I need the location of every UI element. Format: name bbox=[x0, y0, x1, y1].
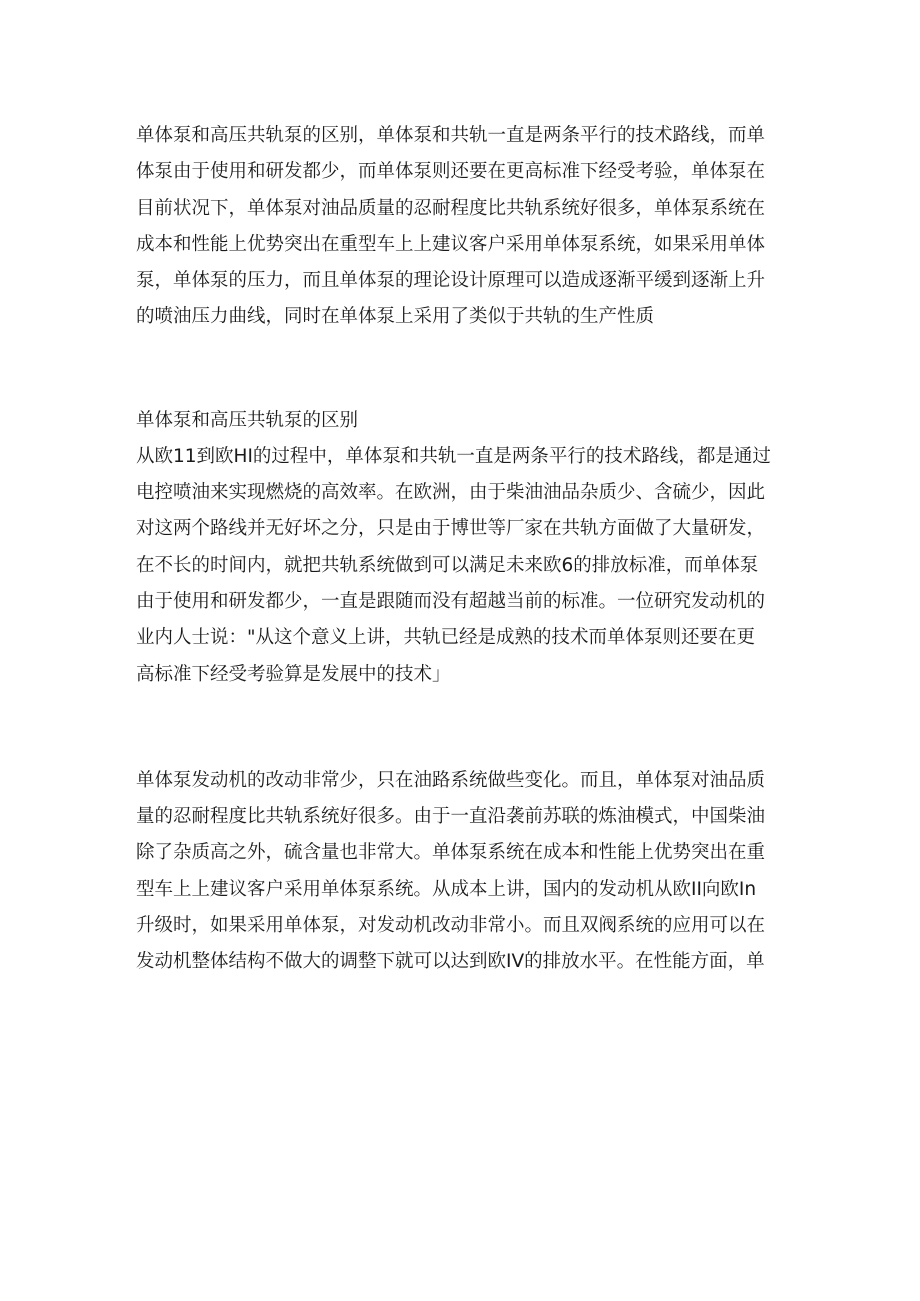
text-line: 对这两个路线并无好坏之分，只是由于博世等厂家在共轨方面做了大量研发， bbox=[136, 518, 766, 540]
text-line: 从欧11到欧HI的过程中，单体泵和共轨一直是两条平行的技术路线，都是通过 bbox=[136, 445, 771, 467]
document-page bbox=[136, 118, 776, 981]
text-line: 单体泵和高压共轨泵的区别，单体泵和共轨一直是两条平行的技术路线，而单 bbox=[136, 125, 766, 146]
paragraph-1 bbox=[136, 118, 776, 336]
text-line: 高标准下经受考验算是发展中的技术」 bbox=[136, 663, 451, 685]
text-line: 型车上上建议客户采用单体泵系统。从成本上讲，国内的发动机从欧II向欧In bbox=[136, 878, 757, 900]
text-line: 体泵由于使用和研发都少，而单体泵则还要在更高标准下经受考验，单体泵在 bbox=[136, 161, 766, 183]
text-line: 升级时，如果采用单体泵，对发动机改动非常小。而且双阀系统的应用可以在 bbox=[136, 915, 766, 937]
text-line: 除了杂质高之外，硫含量也非常大。单体泵系统在成本和性能上优势突出在重 bbox=[136, 842, 766, 864]
text-line: 电控喷油来实现燃烧的高效率。在欧洲，由于柴油油品杂质少、含硫少，因此 bbox=[136, 482, 766, 504]
text-line: 在不长的时间内，就把共轨系统做到可以满足未来欧6的排放标准，而单体泵 bbox=[136, 554, 759, 576]
text-line: 由于使用和研发都少，一直是跟随而没有超越当前的标准。一位研究发动机的 bbox=[136, 590, 766, 612]
text-line: 单体泵发动机的改动非常少，只在油路系统做些变化。而且，单体泵对油品质 bbox=[136, 769, 766, 791]
text-line: 成本和性能上优势突出在重型车上上建议客户采用单体泵系统，如果采用单体 bbox=[136, 233, 766, 255]
text-line: 量的忍耐程度比共轨系统好很多。由于一直沿袭前苏联的炼油模式，中国柴油 bbox=[136, 806, 766, 828]
text-line: 目前状况下，单体泵对油品质量的忍耐程度比共轨系统好很多，单体泵系统在 bbox=[136, 197, 766, 219]
section-heading: 单体泵和高压共轨泵的区别 bbox=[136, 409, 359, 431]
text-line: 业内人士说："从这个意义上讲，共轨已经是成熟的技术而单体泵则还要在更 bbox=[136, 627, 756, 649]
text-line: 的喷油压力曲线，同时在单体泵上采用了类似于共轨的生产性质 bbox=[136, 306, 655, 328]
text-line: 泵，单体泵的压力，而且单体泵的理论设计原理可以造成逐渐平缓到逐渐上升 bbox=[136, 270, 766, 292]
text-line: 发动机整体结构不做大的调整下就可以达到欧IV的排放水平。在性能方面，单 bbox=[136, 951, 765, 973]
paragraph-3 bbox=[136, 763, 776, 981]
paragraph-2 bbox=[136, 403, 776, 693]
